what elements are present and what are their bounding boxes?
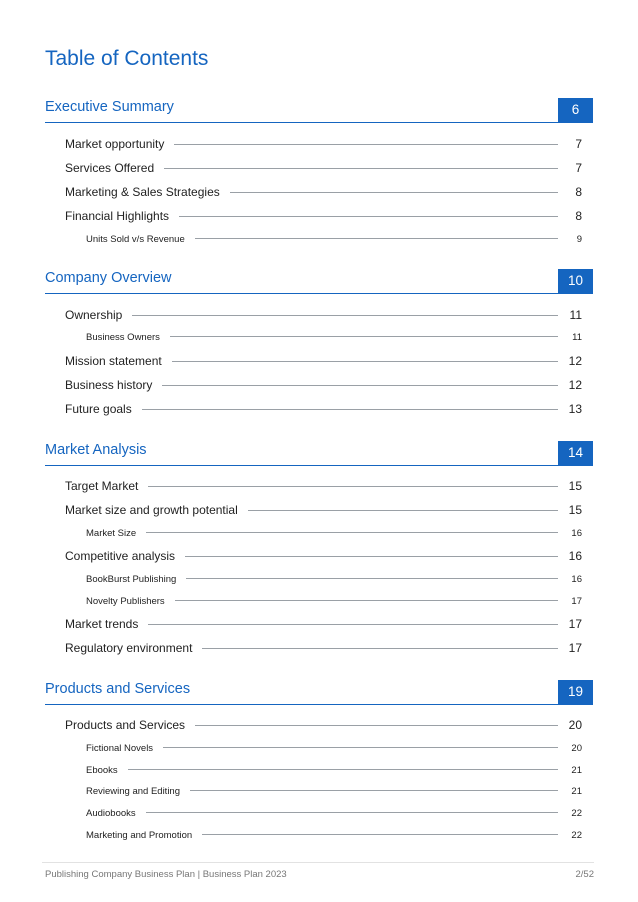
toc-entry-page: 17	[568, 617, 582, 631]
dot-leader	[162, 385, 558, 386]
toc-entry-label: Market trends	[65, 617, 139, 631]
toc-entry-market-size[interactable]	[86, 528, 582, 541]
dot-leader	[174, 144, 558, 145]
toc-entry-page: 20	[571, 743, 582, 754]
toc-entry-page: 11	[569, 308, 582, 322]
toc-entry-market-size-growth[interactable]	[65, 503, 582, 519]
toc-entry-label: Marketing & Sales Strategies	[65, 185, 220, 199]
page-title: Table of Contents	[45, 47, 209, 70]
section-title: Executive Summary	[45, 99, 174, 115]
toc-entry-page: 22	[571, 830, 582, 841]
dot-leader	[195, 238, 558, 239]
toc-entry-ebooks[interactable]	[86, 765, 582, 778]
dot-leader	[202, 648, 558, 649]
toc-entry-products-and-services[interactable]	[65, 718, 582, 734]
toc-entry-label: Novelty Publishers	[86, 596, 165, 607]
toc-entry-label: Future goals	[65, 402, 132, 416]
toc-entry-label: Fictional Novels	[86, 743, 154, 754]
toc-entry-label: Competitive analysis	[65, 549, 176, 563]
toc-entry-units-sold-vs-revenue[interactable]	[86, 234, 582, 247]
toc-entry-page: 9	[576, 234, 582, 245]
toc-entry-label: Business Owners	[86, 332, 160, 343]
toc-entry-page: 12	[568, 378, 582, 392]
dot-leader	[185, 556, 558, 557]
toc-entry-audiobooks[interactable]	[86, 808, 582, 821]
dot-leader	[146, 532, 558, 533]
footer-page-number: 2/52	[575, 869, 594, 880]
toc-entry-label: Mission statement	[65, 354, 162, 368]
toc-entry-competitive-analysis[interactable]	[65, 549, 582, 565]
toc-entry-page: 20	[568, 718, 582, 732]
toc-entry-market-trends[interactable]	[65, 617, 582, 633]
footer-text: Publishing Company Business Plan | Business Plan 2023	[45, 869, 287, 880]
toc-entry-page: 22	[571, 808, 582, 819]
section-page-badge: 19	[558, 680, 593, 704]
dot-leader	[202, 834, 558, 835]
toc-entry-mission-statement[interactable]	[65, 354, 582, 370]
dot-leader	[195, 725, 558, 726]
toc-entry-label: Financial Highlights	[65, 209, 170, 223]
dot-leader	[142, 409, 558, 410]
toc-entry-label: Services Offered	[65, 161, 155, 175]
toc-entry-page: 8	[575, 209, 582, 223]
toc-entry-page: 16	[568, 549, 582, 563]
toc-entry-bookburst-publishing[interactable]	[86, 574, 582, 587]
dot-leader	[163, 747, 558, 748]
toc-entry-target-market[interactable]	[65, 479, 582, 495]
toc-entry-reviewing-editing[interactable]	[86, 786, 582, 799]
toc-entry-page: 15	[568, 503, 582, 517]
toc-entry-page: 21	[571, 786, 582, 797]
toc-entry-label: Reviewing and Editing	[86, 786, 181, 797]
toc-entry-business-owners[interactable]	[86, 332, 582, 345]
toc-entry-regulatory-environment[interactable]	[65, 641, 582, 657]
dot-leader	[179, 216, 558, 217]
toc-entry-label: Units Sold v/s Revenue	[86, 234, 185, 245]
dot-leader	[190, 790, 558, 791]
toc-entry-page: 13	[568, 402, 582, 416]
toc-entry-label: Marketing and Promotion	[86, 830, 193, 841]
toc-entry-novelty-publishers[interactable]	[86, 596, 582, 609]
footer-divider	[42, 862, 594, 863]
toc-entry-label: Market Size	[86, 528, 137, 539]
toc-entry-label: Ownership	[65, 308, 123, 322]
toc-entry-label: Products and Services	[65, 718, 186, 732]
dot-leader	[164, 168, 558, 169]
dot-leader	[248, 510, 558, 511]
dot-leader	[230, 192, 558, 193]
toc-entry-label: Regulatory environment	[65, 641, 193, 655]
toc-entry-page: 11	[572, 332, 582, 343]
toc-entry-services-offered[interactable]	[65, 161, 582, 177]
toc-entry-fictional-novels[interactable]	[86, 743, 582, 756]
dot-leader	[148, 624, 558, 625]
toc-entry-market-opportunity[interactable]	[65, 137, 582, 153]
toc-entry-label: Audiobooks	[86, 808, 136, 819]
dot-leader	[186, 578, 558, 579]
toc-entry-label: Target Market	[65, 479, 139, 493]
toc-entry-page: 7	[575, 161, 582, 175]
section-header-executive-summary[interactable]	[45, 98, 593, 123]
toc-entry-ownership[interactable]	[65, 308, 582, 324]
dot-leader	[128, 769, 558, 770]
toc-entry-page: 12	[568, 354, 582, 368]
toc-entry-page: 7	[575, 137, 582, 151]
section-title: Market Analysis	[45, 442, 147, 458]
toc-entry-marketing-sales-strategies[interactable]	[65, 185, 582, 201]
dot-leader	[148, 486, 558, 487]
section-header-products-services[interactable]	[45, 680, 593, 705]
toc-entry-page: 15	[568, 479, 582, 493]
toc-entry-page: 17	[571, 596, 582, 607]
toc-entry-label: BookBurst Publishing	[86, 574, 177, 585]
toc-entry-page: 17	[568, 641, 582, 655]
dot-leader	[172, 361, 558, 362]
dot-leader	[175, 600, 558, 601]
toc-entry-page: 21	[571, 765, 582, 776]
toc-entry-label: Business history	[65, 378, 153, 392]
toc-entry-future-goals[interactable]	[65, 402, 582, 418]
toc-entry-label: Market size and growth potential	[65, 503, 238, 517]
section-page-badge: 10	[558, 269, 593, 293]
dot-leader	[146, 812, 558, 813]
dot-leader	[170, 336, 558, 337]
toc-entry-page: 16	[571, 574, 582, 585]
toc-entry-label: Market opportunity	[65, 137, 165, 151]
toc-entry-business-history[interactable]	[65, 378, 582, 394]
toc-entry-marketing-promotion[interactable]	[86, 830, 582, 843]
toc-entry-page: 16	[571, 528, 582, 539]
section-title: Company Overview	[45, 270, 172, 286]
dot-leader	[132, 315, 558, 316]
toc-entry-page: 8	[575, 185, 582, 199]
section-page-badge: 14	[558, 441, 593, 465]
toc-entry-label: Ebooks	[86, 765, 118, 776]
section-page-badge: 6	[558, 98, 593, 122]
section-header-market-analysis[interactable]	[45, 441, 593, 466]
toc-entry-financial-highlights[interactable]	[65, 209, 582, 225]
section-header-company-overview[interactable]	[45, 269, 593, 294]
section-title: Products and Services	[45, 681, 191, 697]
